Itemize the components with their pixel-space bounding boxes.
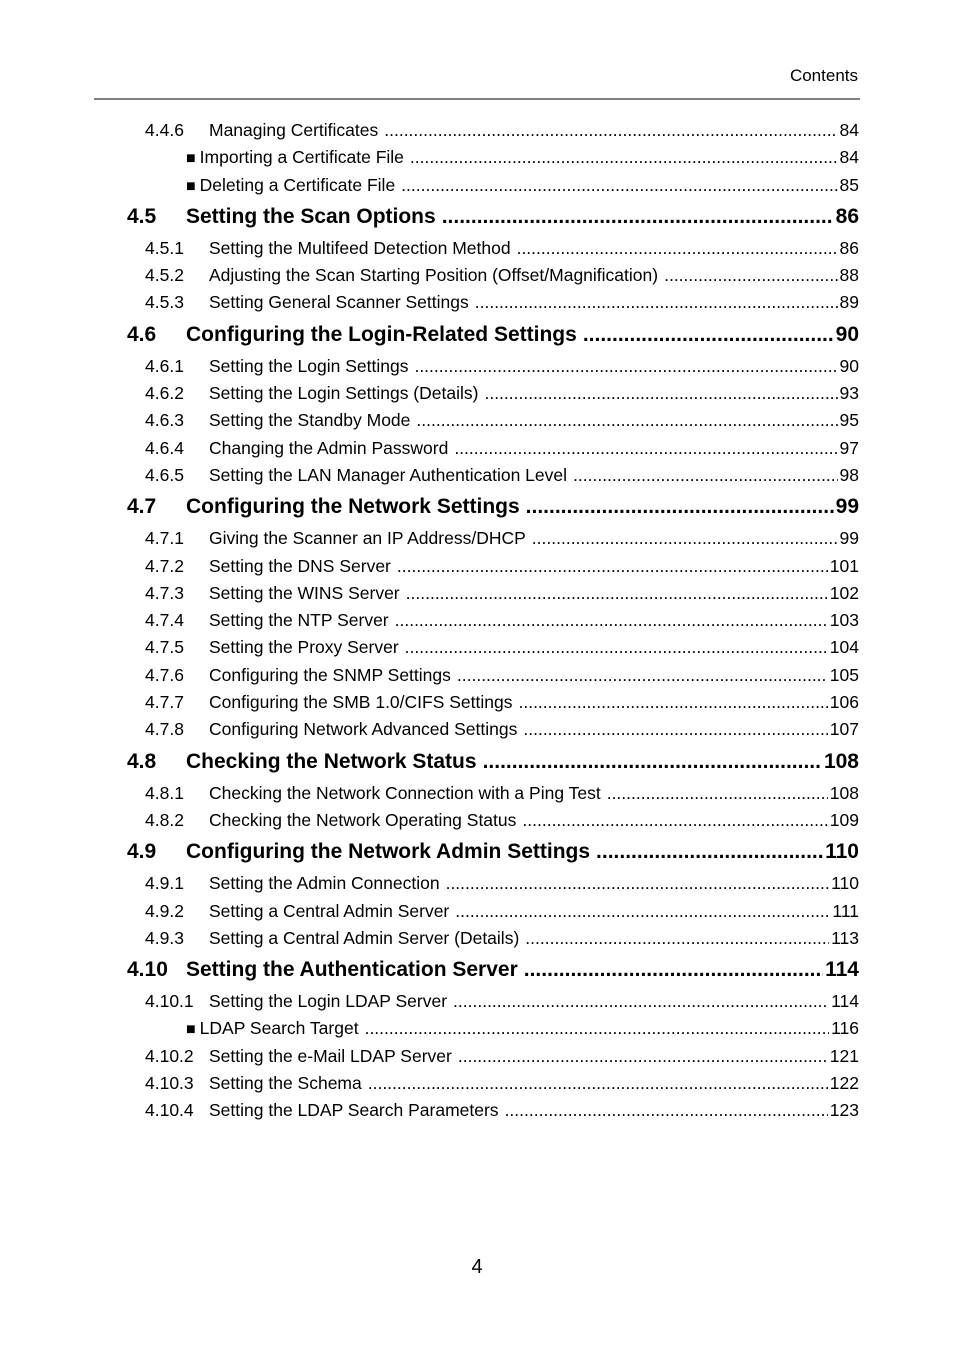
toc-subsection-entry[interactable]: [127, 235, 859, 262]
toc-section-entry[interactable]: [127, 834, 859, 870]
toc-bullet-entry[interactable]: [127, 172, 859, 199]
toc-subsection-entry[interactable]: [127, 525, 859, 552]
toc-entry-page: 105: [829, 664, 859, 685]
toc-entry-number: 4.9.3: [145, 927, 184, 948]
toc-entry-page: 84: [839, 120, 859, 140]
toc-subsection-entry[interactable]: [127, 262, 859, 289]
toc-subsection-entry[interactable]: [127, 353, 859, 380]
toc-entry-page: 107: [829, 719, 859, 740]
toc-section-entry[interactable]: [127, 744, 859, 780]
toc-entry-title: Setting the Authentication Server: [186, 958, 518, 982]
toc-entry-title: Giving the Scanner an IP Address/DHCP: [209, 528, 526, 549]
dot-leader: [484, 380, 837, 407]
toc-entry-number: 4.7.8: [145, 719, 184, 740]
toc-subsection-entry[interactable]: [127, 807, 859, 834]
toc-bullet-entry[interactable]: [127, 144, 859, 171]
page-number: 4: [471, 1256, 483, 1278]
toc-subsection-entry[interactable]: [127, 1097, 859, 1124]
dot-leader: [454, 435, 837, 462]
toc-subsection-entry[interactable]: [127, 435, 859, 462]
toc-entry-title: Configuring Network Advanced Settings: [209, 719, 518, 740]
toc-entry-page: 110: [831, 873, 859, 894]
toc-entry-title: Setting the Login LDAP Server: [209, 991, 448, 1012]
toc-entry-title: Changing the Admin Password: [209, 437, 449, 458]
dot-leader: [457, 662, 828, 689]
toc-entry-page: 97: [839, 437, 859, 458]
toc-entry-title: Importing a Certificate File: [199, 147, 404, 168]
toc-entry-title: Setting the LDAP Search Parameters: [209, 1100, 499, 1121]
dot-leader: [475, 289, 838, 316]
toc-entry-title: Checking the Network Connection with a Ping Test: [209, 782, 601, 803]
toc-entry-number: 4.6.4: [145, 437, 184, 458]
dot-leader: [596, 834, 823, 870]
toc-entry-title: Configuring the SMB 1.0/CIFS Settings: [209, 692, 513, 713]
toc-entry-title: Configuring the Network Settings: [186, 495, 520, 519]
toc-entry-title: Setting a Central Admin Server: [209, 900, 450, 921]
toc-entry-page: 123: [829, 1100, 859, 1121]
dot-leader: [442, 199, 834, 235]
toc-entry-page: 86: [835, 204, 859, 228]
dot-leader: [505, 1097, 828, 1124]
dot-leader: [446, 870, 830, 897]
toc-entry-title: Checking the Network Status: [186, 749, 477, 773]
toc-subsection-entry[interactable]: [127, 716, 859, 743]
toc-entry-page: 113: [831, 927, 859, 948]
toc-entry-page: 103: [829, 610, 859, 631]
dot-leader: [483, 744, 822, 780]
toc-entry-title: Deleting a Certificate File: [199, 174, 396, 195]
toc-section-entry[interactable]: [127, 317, 859, 353]
toc-entry-number: 4.7.5: [145, 637, 184, 658]
toc-subsection-entry[interactable]: [127, 289, 859, 316]
toc-entry-page: 111: [832, 900, 859, 921]
dot-leader: [414, 353, 837, 380]
toc-entry-page: 90: [839, 355, 859, 376]
toc-subsection-entry[interactable]: [127, 925, 859, 952]
toc-subsection-entry[interactable]: [127, 780, 859, 807]
toc-subsection-entry[interactable]: [127, 689, 859, 716]
toc-entry-title: Setting the WINS Server: [209, 582, 400, 603]
toc-entry-number: 4.6.2: [145, 383, 184, 404]
toc-entry-page: 114: [825, 958, 859, 982]
toc-subsection-entry[interactable]: [127, 380, 859, 407]
dot-leader: [518, 689, 827, 716]
toc-entry-title: Configuring the SNMP Settings: [209, 664, 451, 685]
toc-subsection-entry[interactable]: [127, 634, 859, 661]
toc-subsection-entry[interactable]: [127, 580, 859, 607]
toc-entry-page: 102: [829, 582, 859, 603]
toc-entry-page: 104: [829, 637, 859, 658]
toc-entry-page: 98: [839, 464, 859, 485]
dot-leader: [397, 553, 828, 580]
toc-subsection-entry[interactable]: [127, 988, 859, 1015]
toc-entry-page: 86: [839, 237, 859, 258]
toc-entry-number: 4.5.3: [145, 292, 184, 313]
dot-leader: [583, 317, 834, 353]
toc-entry-page: 114: [831, 991, 859, 1012]
toc-entry-number: 4.5: [127, 204, 157, 228]
toc-entry-page: 108: [829, 782, 859, 803]
toc-entry-number: 4.7.1: [145, 528, 184, 549]
dot-leader: [453, 988, 829, 1015]
dot-leader: [406, 580, 828, 607]
dot-leader: [395, 607, 828, 634]
toc-entry-page: 109: [829, 809, 859, 830]
dot-leader: [410, 144, 838, 171]
toc-entry-number: 4.6.1: [145, 355, 184, 376]
toc-entry-number: 4.4.6: [145, 120, 184, 140]
toc-entry-page: 89: [839, 292, 859, 313]
toc-entry-number: 4.9.2: [145, 900, 184, 921]
toc-entry-page: 106: [829, 692, 859, 713]
toc-entry-title: Setting the Login Settings (Details): [209, 383, 479, 404]
toc-entry-number: 4.10: [127, 958, 168, 982]
toc-entry-title: Setting the e-Mail LDAP Server: [209, 1045, 452, 1066]
running-header-title: Contents: [789, 66, 858, 85]
toc-entry-title: Adjusting the Scan Starting Position (Offset/Magnification): [209, 265, 659, 286]
toc-entry-title: Setting the Login Settings: [209, 355, 409, 376]
toc-entry-number: 4.6.3: [145, 410, 184, 431]
toc-entry-title: Setting the NTP Server: [209, 610, 389, 631]
toc-entry-page: 95: [839, 410, 859, 431]
square-bullet-icon: ■: [186, 1021, 196, 1039]
toc-entry-number: 4.10.4: [145, 1100, 194, 1121]
toc-entry-number: 4.6: [127, 322, 157, 346]
toc-entry-number: 4.9.1: [145, 873, 184, 894]
toc-section-entry[interactable]: [127, 199, 859, 235]
toc-entry-page: 121: [829, 1045, 859, 1066]
dot-leader: [458, 1043, 828, 1070]
toc-entry-number: 4.7.2: [145, 555, 184, 576]
toc-entry-title: Setting the Proxy Server: [209, 637, 399, 658]
toc-entry-number: 4.7.3: [145, 582, 184, 603]
dot-leader: [607, 780, 828, 807]
toc-section-entry[interactable]: [127, 489, 859, 525]
toc-section-entry[interactable]: [127, 952, 859, 988]
toc-subsection-entry[interactable]: [127, 1070, 859, 1097]
toc-entry-number: 4.7.6: [145, 664, 184, 685]
toc-entry-number: 4.6.5: [145, 464, 184, 485]
toc-entry-number: 4.10.1: [145, 991, 194, 1012]
toc-subsection-entry[interactable]: [127, 870, 859, 897]
toc-subsection-entry[interactable]: [127, 1043, 859, 1070]
toc-entry-number: 4.9: [127, 840, 157, 864]
toc-entry-number: 4.10.2: [145, 1045, 194, 1066]
toc-entry-number: 4.5.1: [145, 237, 184, 258]
toc-entry-title: Setting the Schema: [209, 1073, 362, 1094]
dot-leader: [405, 634, 828, 661]
toc-entry-page: 116: [831, 1018, 859, 1039]
toc-subsection-entry[interactable]: [127, 607, 859, 634]
toc-subsection-entry[interactable]: [127, 898, 859, 925]
toc-entry-number: 4.7: [127, 495, 157, 519]
toc-entry-title: LDAP Search Target: [199, 1018, 359, 1039]
dot-leader: [455, 898, 830, 925]
dot-leader: [416, 407, 837, 434]
square-bullet-icon: ■: [186, 177, 196, 195]
toc-entry-page: 99: [839, 528, 859, 549]
toc-subsection-entry[interactable]: [127, 462, 859, 489]
toc-entry-page: 99: [835, 495, 859, 519]
toc-entry-page: 84: [839, 147, 859, 168]
toc-entry-title: Configuring the Network Admin Settings: [186, 840, 591, 864]
toc-entry-title: Setting the Multifeed Detection Method: [209, 237, 511, 258]
dot-leader: [526, 489, 834, 525]
toc-entry-title: Setting the LAN Manager Authentication Level: [209, 464, 568, 485]
dot-leader: [525, 925, 829, 952]
toc-subsection-entry[interactable]: [127, 662, 859, 689]
dot-leader: [524, 952, 823, 988]
dot-leader: [517, 235, 838, 262]
toc-entry-number: 4.10.3: [145, 1073, 194, 1094]
dot-leader: [664, 262, 837, 289]
toc-entry-title: Setting General Scanner Settings: [209, 292, 469, 313]
toc-entry-page: 93: [839, 383, 859, 404]
toc-entry-page: 85: [839, 174, 859, 195]
header-rule: [94, 98, 860, 100]
toc-entry-title: Setting a Central Admin Server (Details): [209, 927, 520, 948]
dot-leader: [384, 117, 837, 144]
toc-entry-title: Setting the DNS Server: [209, 555, 391, 576]
square-bullet-icon: ■: [186, 150, 196, 168]
dot-leader: [532, 525, 838, 552]
toc-entry-title: Checking the Network Operating Status: [209, 809, 517, 830]
toc-entry-number: 4.5.2: [145, 265, 184, 286]
dot-leader: [365, 1015, 830, 1042]
dot-leader: [401, 172, 837, 199]
dot-leader: [368, 1070, 828, 1097]
toc-bullet-entry[interactable]: [127, 1015, 859, 1042]
toc-entry-page: 108: [823, 749, 859, 773]
toc-entry-number: 4.8.1: [145, 782, 184, 803]
toc-entry-page: 110: [825, 840, 859, 864]
toc-entry-number: 4.8: [127, 749, 157, 773]
toc-entry-title: Managing Certificates: [209, 120, 379, 140]
toc-entry-title: Configuring the Login-Related Settings: [186, 322, 577, 346]
toc-entry-page: 90: [835, 322, 859, 346]
toc-entry-page: 88: [839, 265, 859, 286]
toc-entry-title: Setting the Scan Options: [186, 204, 436, 228]
toc-entry-number: 4.7.7: [145, 692, 184, 713]
toc-entry-title: Setting the Standby Mode: [209, 410, 411, 431]
toc-subsection-entry[interactable]: [127, 553, 859, 580]
toc-entry-title: Setting the Admin Connection: [209, 873, 440, 894]
toc-subsection-entry[interactable]: [127, 117, 859, 144]
toc-entry-page: 101: [829, 555, 859, 576]
table-of-contents: [127, 117, 859, 1125]
dot-leader: [522, 807, 827, 834]
toc-entry-number: 4.7.4: [145, 610, 184, 631]
toc-entry-number: 4.8.2: [145, 809, 184, 830]
toc-subsection-entry[interactable]: [127, 407, 859, 434]
dot-leader: [573, 462, 838, 489]
toc-entry-page: 122: [829, 1073, 859, 1094]
dot-leader: [523, 716, 827, 743]
